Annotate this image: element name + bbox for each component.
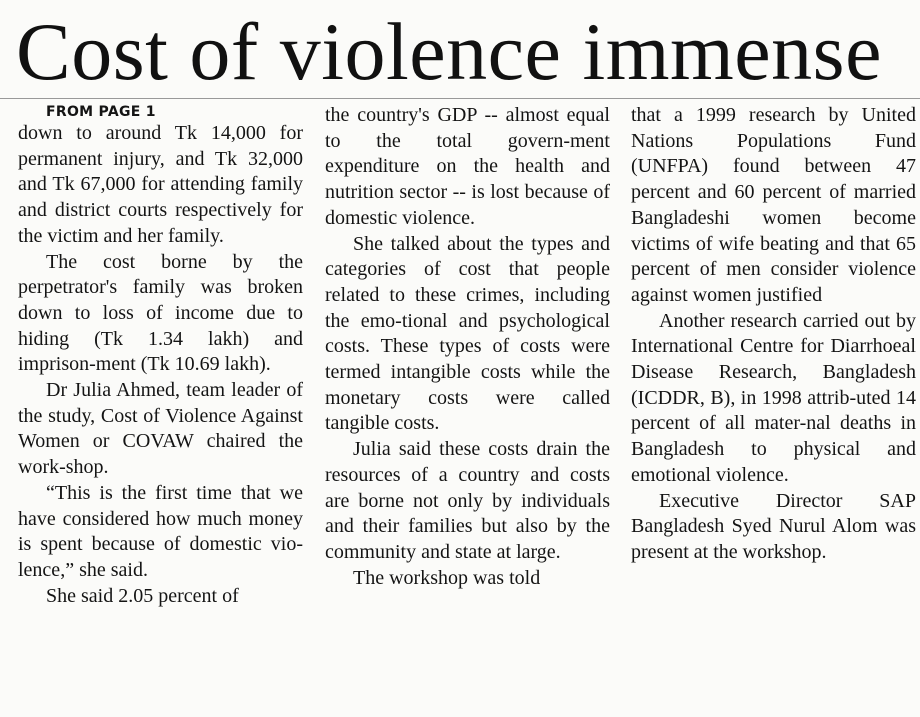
paragraph: down to around Tk 14,000 for permanent injury, and Tk 32,000 and Tk 67,000 for attending family and district courts respectively for the victim and her family. xyxy=(18,122,303,247)
paragraph: Another research carried out by International Centre for Diarrhoeal Disease Research, Bangladesh (ICDDR, B), in 1998 attrib-uted 14 percent of all mater-nal deaths in Bangladesh to physical and emotional violence. xyxy=(631,309,916,486)
article-column-2 xyxy=(325,103,610,717)
paragraph: the country's GDP -- almost equal to the total govern-ment expenditure on the health and nutrition sector -- is lost because of domestic violence. xyxy=(325,104,610,229)
kicker-from-page: FROM PAGE 1 xyxy=(46,104,156,120)
paragraph: Dr Julia Ahmed, team leader of the study, Cost of Violence Against Women or COVAW chaired the work-shop. xyxy=(18,379,303,479)
paragraph: She talked about the types and categories of cost that people related to these crimes, including the emo-tional and psychological costs. These types of costs were termed intangible costs while the monetary costs were called tangible costs. xyxy=(325,232,610,435)
article-column-1 xyxy=(18,103,303,717)
paragraph: “This is the first time that we have considered how much money is spent because of domestic vio-lence,” she said. xyxy=(18,481,303,581)
headline: Cost of violence immense xyxy=(16,6,882,97)
paragraph: The workshop was told xyxy=(353,566,541,589)
paragraph: Executive Director SAP Bangladesh Syed Nurul Alom was present at the workshop. xyxy=(631,489,916,563)
paragraph: The cost borne by the perpetrator's family was broken down to loss of income due to hiding (Tk 1.34 lakh) and imprison-ment (Tk 10.69 lakh). xyxy=(18,250,303,376)
headline-rule xyxy=(0,98,920,99)
paragraph: She said 2.05 percent of xyxy=(46,584,239,607)
paragraph: Julia said these costs drain the resources of a country and costs are borne not only by individuals and their families but also by the community and state at large. xyxy=(325,438,610,563)
paragraph: that a 1999 research by United Nations Populations Fund (UNFPA) found between 47 percent and 60 percent of married Bangladeshi women become victims of wife beating and that 65 percent of men consider violence against women justified xyxy=(631,104,916,306)
article-column-3 xyxy=(631,103,916,717)
